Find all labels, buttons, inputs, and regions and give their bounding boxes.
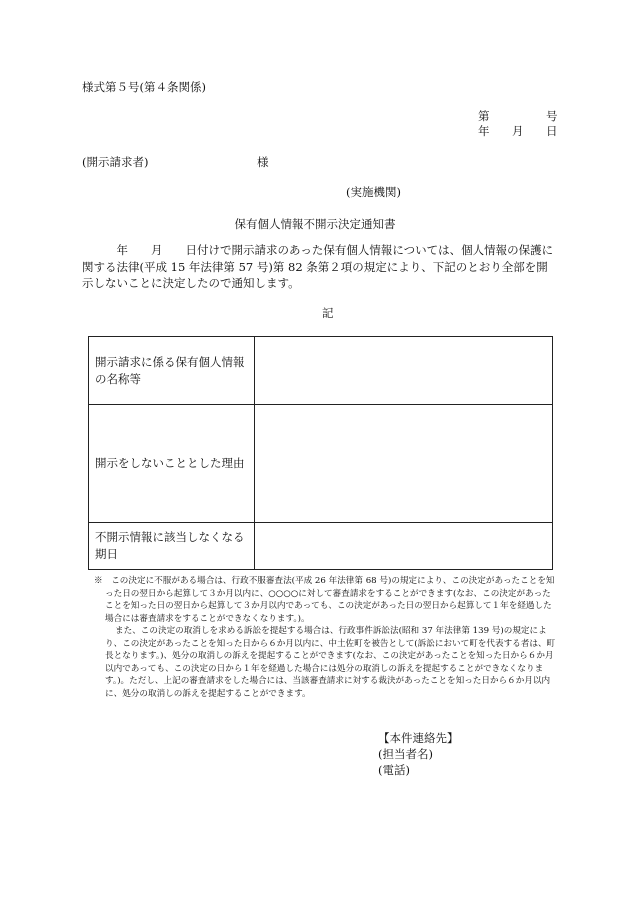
reason-value (255, 405, 553, 523)
appeal-note-review: ※ この決定に不服がある場合は、行政不服審査法(平成 26 年法律第 68 号)の規定により、この決定があったことを知った日の翌日から起算して３か月以内に、○○○○に対して審査請求をすることができます(なお、この決定があったことを知った日の翌日から起算して３か月以内であっても、この決定があった日の翌日から起算して１年を経過した場合には審査請求をすることができなくなります。)。 (94, 576, 555, 624)
expiry-date-label: 不開示情報に該当しなくなる期日 (89, 523, 255, 570)
date-year: 年 (478, 124, 490, 138)
date-day: 日 (546, 124, 558, 138)
info-name-value (255, 337, 553, 405)
form-reference: 様式第５号(第４条関係) (82, 80, 206, 94)
reason-label: 開示をしないこととした理由 (89, 405, 255, 523)
requester-honorific: 様 (257, 155, 269, 169)
appeal-note-lawsuit: また、この決定の取消しを求める訴訟を提起する場合は、行政事件訴訟法(昭和 37 年法律第 139 号)の規定により、この決定があったことを知った日から６か月以内に、中土佐町を被告として(訴訟において町を代表する者は、町長となります。)、処分の取消しの訴えを提起することができます(なお、この決定があったことを知った日から６か月以内であっても、この決定の日から１年を経過した場合には処分の取消しの訴えを提起することができなくなります。)。ただし、上記の審査請求をした場合には、当該審査請求に対する裁決があったことを知った日から６か月以内に、処分の取消しの訴えを提起することができます。 (105, 626, 556, 699)
document-title: 保有個人情報不開示決定通知書 (234, 217, 396, 231)
date-month: 月 (512, 124, 524, 138)
table-row (89, 405, 553, 523)
decision-table (88, 336, 553, 570)
expiry-date-value (255, 523, 553, 570)
table-row (89, 523, 553, 570)
body-paragraph: 年 月 日付けで開示請求のあった保有個人情報については、個人情報の保護に関する法律(平成 15 年法律第 57 号)第 82 条第２項の規定により、下記のとおり全部を開示しないことに決定したので通知します。 (82, 243, 554, 290)
number-prefix: 第 (478, 109, 490, 123)
ki-heading: 記 (322, 306, 334, 320)
contact-phone: (電話) (378, 763, 410, 777)
appeal-notes (94, 575, 558, 700)
table-row (89, 337, 553, 405)
info-name-label: 開示請求に係る保有個人情報の名称等 (89, 337, 255, 405)
agency-label: (実施機関) (346, 185, 401, 199)
number-suffix: 号 (546, 109, 558, 123)
contact-heading: 【本件連絡先】 (378, 731, 459, 745)
requester-label: (開示請求者) (82, 155, 149, 169)
contact-person: (担当者名) (378, 747, 433, 761)
